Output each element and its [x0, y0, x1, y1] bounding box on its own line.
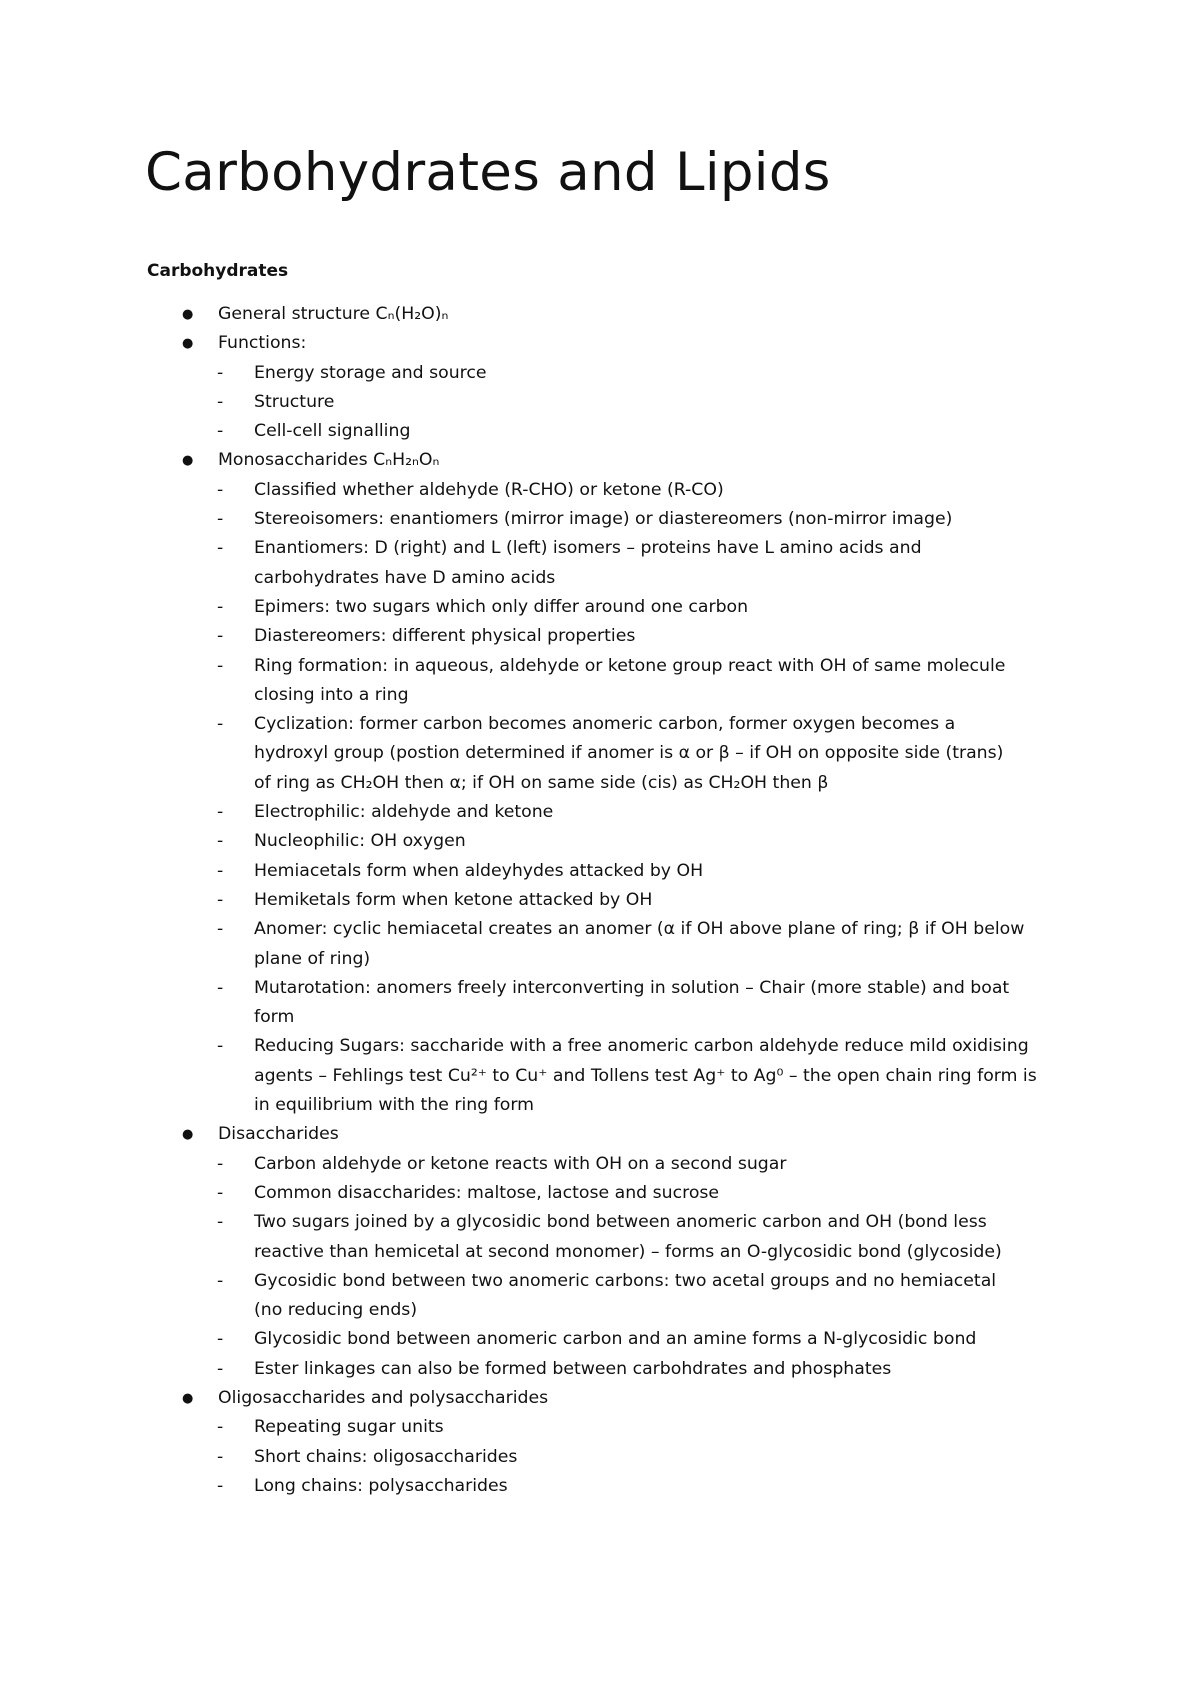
sub-item-line: of ring as CH₂OH then α; if OH on same side (cis) as CH₂OH then β	[254, 772, 829, 793]
sub-item-line: (no reducing ends)	[254, 1300, 418, 1321]
sub-item-line: Cyclization: former carbon becomes anomeric carbon, former oxygen becomes a	[254, 714, 956, 735]
bullet-text: Monosaccharides CₙH₂ₙOₙ	[218, 450, 440, 471]
dash-marker: -	[217, 1446, 224, 1467]
sub-item	[0, 1472, 1200, 1501]
dash-marker: -	[217, 479, 224, 500]
bullet-icon: ●	[182, 1390, 194, 1406]
dash-marker: -	[217, 1153, 224, 1174]
sub-item-line: Enantiomers: D (right) and L (left) isomers – proteins have L amino acids and	[254, 538, 922, 559]
sub-item	[0, 915, 1200, 974]
sub-item-line: Epimers: two sugars which only differ around one carbon	[254, 596, 749, 617]
dash-marker: -	[217, 1417, 224, 1438]
bullet-icon: ●	[182, 307, 194, 322]
sub-item	[0, 710, 1200, 798]
dash-marker: -	[217, 1036, 224, 1057]
sub-item-line: plane of ring)	[254, 948, 371, 969]
dash-marker: -	[217, 860, 224, 881]
sub-item-line: reactive than hemicetal at second monomer) – forms an O-glycosidic bond (glycoside)	[254, 1241, 1002, 1262]
bullet-icon: ●	[182, 1127, 194, 1143]
dash-marker: -	[217, 655, 224, 676]
sub-item-line: closing into a ring	[254, 684, 409, 705]
sub-item-line: Gycosidic bond between two anomeric carbons: two acetal groups and no hemiacetal	[254, 1270, 997, 1291]
sub-item	[0, 886, 1200, 915]
sub-item-line: Classified whether aldehyde (R-CHO) or ketone (R-CO)	[254, 479, 724, 500]
dash-marker: -	[217, 421, 224, 442]
sub-item	[0, 417, 1200, 446]
dash-marker: -	[217, 362, 224, 383]
sub-item-line: Structure	[254, 391, 335, 412]
sub-item	[0, 1325, 1200, 1354]
sub-item-line: carbohydrates have D amino acids	[254, 567, 556, 588]
sub-item-line: Short chains: oligosaccharides	[254, 1446, 518, 1467]
dash-marker: -	[217, 538, 224, 559]
bullet-text: Disaccharides	[218, 1124, 339, 1145]
sub-item	[0, 974, 1200, 1033]
sub-item-line: Common disaccharides: maltose, lactose and sucrose	[254, 1182, 720, 1203]
dash-marker: -	[217, 889, 224, 910]
dash-marker: -	[217, 919, 224, 940]
bullet-item-general-structure	[0, 300, 1200, 329]
sub-item	[0, 1150, 1200, 1179]
sub-item-line: Glycosidic bond between anomeric carbon and an amine forms a N-glycosidic bond	[254, 1329, 977, 1350]
sub-item-line: Repeating sugar units	[254, 1417, 444, 1438]
sub-item-line: in equilibrium with the ring form	[254, 1095, 534, 1116]
sub-item	[0, 1179, 1200, 1208]
section-heading: Carbohydrates	[147, 261, 289, 281]
sub-item-line: Reducing Sugars: saccharide with a free anomeric carbon aldehyde reduce mild oxidising	[254, 1036, 1029, 1057]
document-title: Carbohydrates and Lipids	[145, 142, 831, 203]
sub-item-line: Nucleophilic: OH oxygen	[254, 831, 466, 852]
sub-item	[0, 359, 1200, 388]
dash-marker: -	[217, 596, 224, 617]
sub-item	[0, 652, 1200, 711]
sub-item-line: Anomer: cyclic hemiacetal creates an anomer (α if OH above plane of ring; β if OH below	[254, 919, 1025, 940]
dash-marker: -	[217, 391, 224, 412]
sub-item-line: Diastereomers: different physical properties	[254, 626, 636, 647]
sub-item	[0, 857, 1200, 886]
dash-marker: -	[217, 1212, 224, 1233]
sub-item	[0, 593, 1200, 622]
sub-item-line: Hemiacetals form when aldeyhydes attacked by OH	[254, 860, 704, 881]
sub-item	[0, 505, 1200, 534]
sub-item	[0, 388, 1200, 417]
sub-item	[0, 1413, 1200, 1442]
dash-marker: -	[217, 509, 224, 530]
bullet-text: Functions:	[218, 333, 307, 354]
sub-item-line: Electrophilic: aldehyde and ketone	[254, 802, 554, 823]
bullet-list	[0, 300, 1200, 1501]
sub-item-line: Energy storage and source	[254, 362, 487, 383]
bullet-item-monosaccharides	[0, 446, 1200, 475]
sub-item-line: Hemiketals form when ketone attacked by OH	[254, 889, 653, 910]
dash-marker: -	[217, 1270, 224, 1291]
bullet-icon: ●	[182, 453, 194, 469]
sub-item-line: agents – Fehlings test Cu²⁺ to Cu⁺ and Tollens test Ag⁺ to Ag⁰ – the open chain ring form is	[254, 1065, 1037, 1086]
dash-marker: -	[217, 1182, 224, 1203]
sub-item-line: Stereoisomers: enantiomers (mirror image) or diastereomers (non-mirror image)	[254, 509, 953, 530]
sub-item-line: Mutarotation: anomers freely interconverting in solution – Chair (more stable) and boat	[254, 977, 1010, 998]
sub-item	[0, 1208, 1200, 1267]
sub-item-line: hydroxyl group (postion determined if anomer is α or β – if OH on opposite side (trans)	[254, 743, 1004, 764]
sub-item	[0, 798, 1200, 827]
bullet-item-disaccharides	[0, 1120, 1200, 1149]
sub-item	[0, 622, 1200, 651]
sub-item	[0, 827, 1200, 856]
dash-marker: -	[217, 831, 224, 852]
sub-item-line: form	[254, 1007, 295, 1028]
sub-item-line: Ester linkages can also be formed between carbohdrates and phosphates	[254, 1358, 892, 1379]
sub-item	[0, 1355, 1200, 1384]
sub-item-line: Cell-cell signalling	[254, 421, 411, 442]
bullet-item-oligosaccharides	[0, 1384, 1200, 1413]
sub-item-line: Ring formation: in aqueous, aldehyde or ketone group react with OH of same molecule	[254, 655, 1006, 676]
sub-item	[0, 1443, 1200, 1472]
dash-marker: -	[217, 714, 224, 735]
dash-marker: -	[217, 802, 224, 823]
sub-item	[0, 534, 1200, 593]
sub-item-line: Long chains: polysaccharides	[254, 1475, 508, 1496]
sub-item	[0, 1267, 1200, 1326]
bullet-item-functions	[0, 329, 1200, 358]
sub-item	[0, 476, 1200, 505]
bullet-icon: ●	[182, 336, 194, 352]
dash-marker: -	[217, 1329, 224, 1350]
bullet-text: Oligosaccharides and polysaccharides	[218, 1387, 549, 1408]
dash-marker: -	[217, 977, 224, 998]
dash-marker: -	[217, 1358, 224, 1379]
dash-marker: -	[217, 1475, 224, 1496]
dash-marker: -	[217, 626, 224, 647]
bullet-text: General structure Cₙ(H₂O)ₙ	[218, 304, 449, 324]
sub-item-line: Carbon aldehyde or ketone reacts with OH on a second sugar	[254, 1153, 787, 1174]
sub-item	[0, 1032, 1200, 1120]
sub-item-line: Two sugars joined by a glycosidic bond between anomeric carbon and OH (bond less	[254, 1212, 987, 1233]
